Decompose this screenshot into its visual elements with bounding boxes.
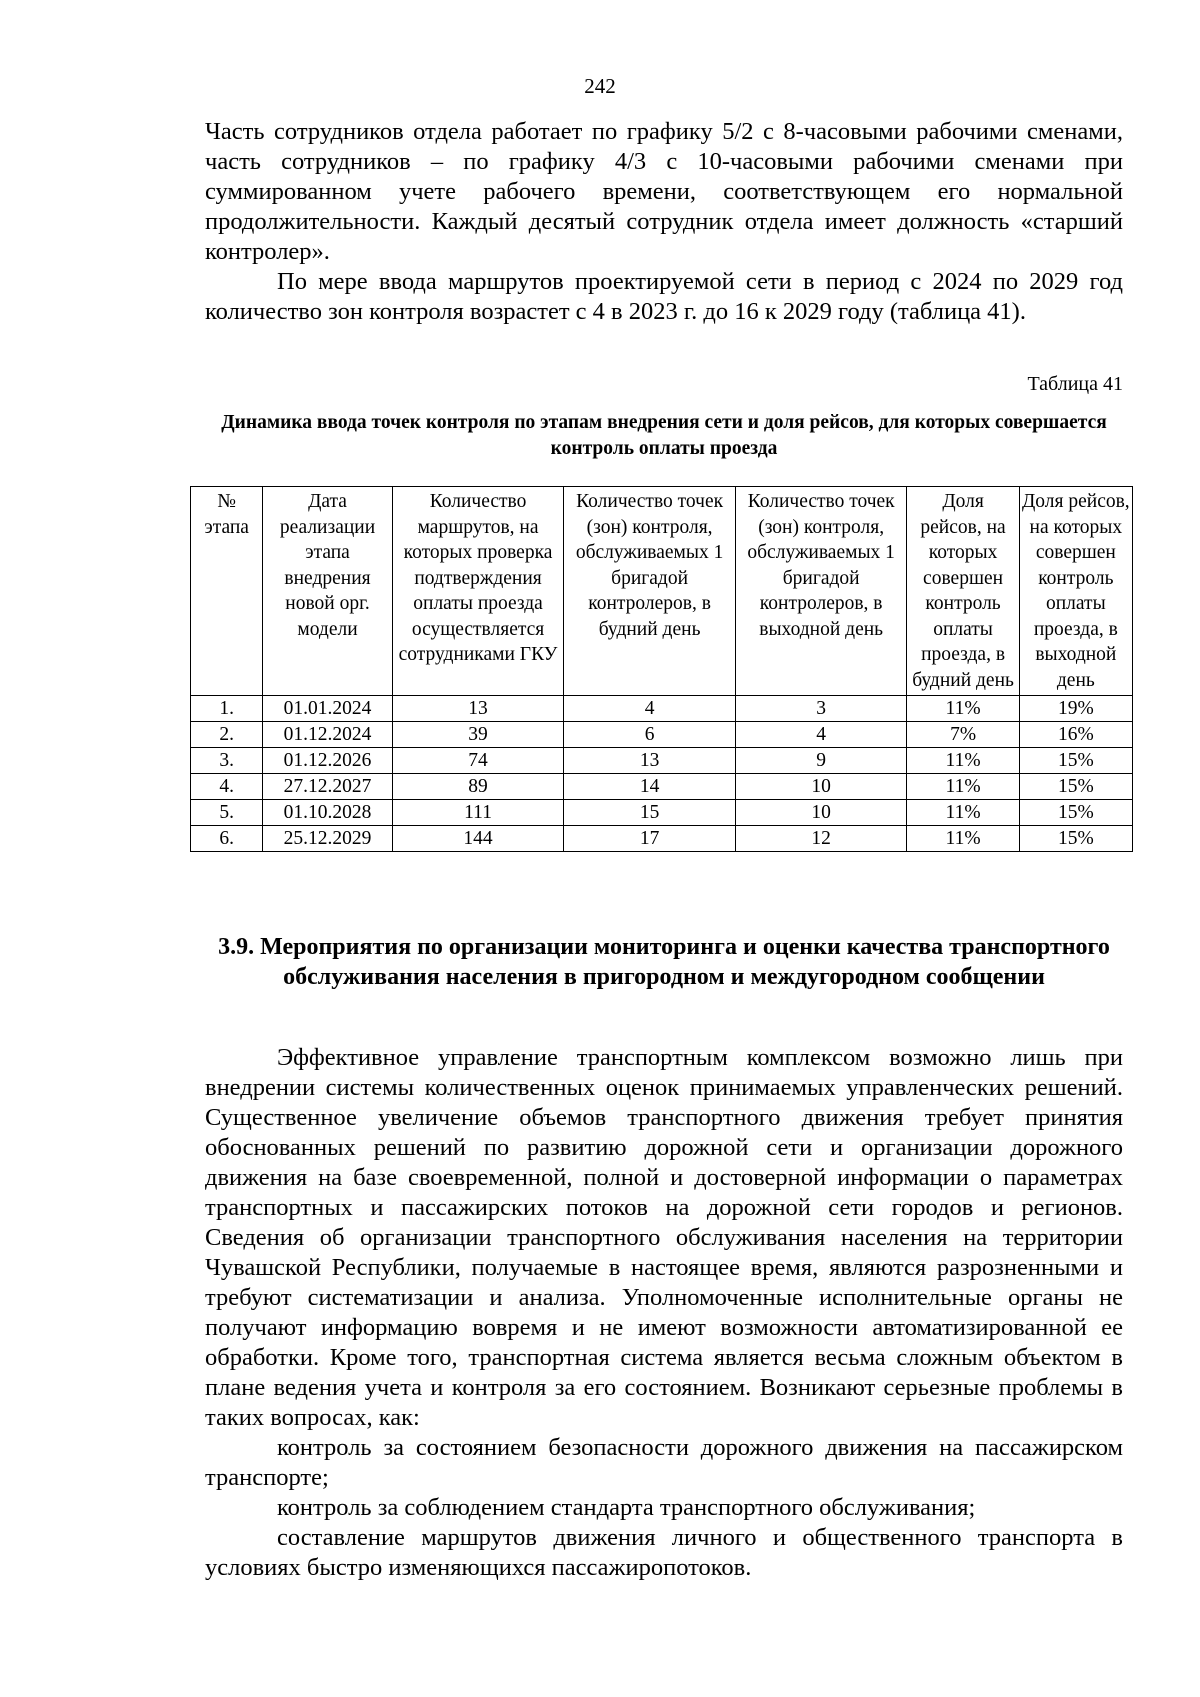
cell-stage: 6. xyxy=(191,826,263,852)
cell-share-weekend: 15% xyxy=(1019,748,1132,774)
header-share-weekday: Доля рейсов, на которых совершен контроль оплаты проезда, в будний день xyxy=(907,487,1019,696)
cell-share-weekend: 15% xyxy=(1019,800,1132,826)
cell-points-weekday: 4 xyxy=(564,696,736,722)
cell-points-weekend: 10 xyxy=(735,800,907,826)
cell-date: 01.10.2028 xyxy=(263,800,392,826)
cell-points-weekend: 3 xyxy=(735,696,907,722)
cell-share-weekend: 16% xyxy=(1019,722,1132,748)
cell-share-weekday: 11% xyxy=(907,800,1019,826)
cell-stage: 2. xyxy=(191,722,263,748)
cell-points-weekday: 14 xyxy=(564,774,736,800)
stages-table xyxy=(190,486,1133,852)
cell-points-weekend: 12 xyxy=(735,826,907,852)
cell-share-weekday: 11% xyxy=(907,696,1019,722)
cell-stage: 3. xyxy=(191,748,263,774)
cell-share-weekend: 15% xyxy=(1019,826,1132,852)
cell-date: 27.12.2027 xyxy=(263,774,392,800)
header-date: Дата реализации этапа внедрения новой орг. модели xyxy=(263,487,392,696)
cell-stage: 5. xyxy=(191,800,263,826)
cell-share-weekend: 15% xyxy=(1019,774,1132,800)
table-row xyxy=(191,696,1133,722)
table-title: Динамика ввода точек контроля по этапам внедрения сети и доля рейсов, для которых совершается контроль оплаты проезда xyxy=(221,412,1107,459)
cell-routes: 39 xyxy=(392,722,564,748)
header-stage-number: № этапа xyxy=(191,487,263,696)
cell-share-weekday: 11% xyxy=(907,774,1019,800)
cell-stage: 1. xyxy=(191,696,263,722)
intro-paragraph-1: Часть сотрудников отдела работает по графику 5/2 с 8-часовыми рабочими сменами, часть сотрудников – по графику 4/3 с 10-часовыми рабочими сменами при суммированном учете рабочего времени, соответствующем его нормальной продолжительности. Каждый десятый сотрудник отдела имеет должность «старший контролер». xyxy=(205,118,1123,265)
page-number: 242 xyxy=(584,74,616,98)
cell-share-weekend: 19% xyxy=(1019,696,1132,722)
cell-stage: 4. xyxy=(191,774,263,800)
cell-points-weekday: 15 xyxy=(564,800,736,826)
cell-date: 25.12.2029 xyxy=(263,826,392,852)
header-routes-count: Количество маршрутов, на которых проверка подтверждения оплаты проезда осуществляется сотрудниками ГКУ xyxy=(392,487,564,696)
section-heading: 3.9. Мероприятия по организации мониторинга и оценки качества транспортного обслуживания населения в пригородном и междугородном сообщении xyxy=(218,934,1110,990)
cell-points-weekday: 17 xyxy=(564,826,736,852)
table-label: Таблица 41 xyxy=(1027,373,1123,395)
section-paragraph: Эффективное управление транспортным комплексом возможно лишь при внедрении системы количественных оценок принимаемых управленческих решений. Существенное увеличение объемов транспортного движения требует принятия обоснованных решений по развитию дорожной сети и организации дорожного движения на базе своевременной, полной и достоверной информации о параметрах транспортных и пассажирских потоков на дорожной сети городов и регионов. Сведения об организации транспортного обслуживания населения на территории Чувашской Республики, получаемые в настоящее время, являются разрозненными и требуют систематизации и анализа. Уполномоченные исполнительные органы не получают информацию вовремя и не имеют возможности автоматизированной ее обработки. Кроме того, транспортная система является весьма сложным объектом в плане ведения учета и контроля за его состоянием. Возникают серьезные проблемы в таких вопросах, как: xyxy=(205,1044,1123,1431)
cell-routes: 13 xyxy=(392,696,564,722)
table-row xyxy=(191,774,1133,800)
intro-text xyxy=(205,117,1123,327)
table-row xyxy=(191,826,1133,852)
list-item: контроль за соблюдением стандарта транспортного обслуживания; xyxy=(277,1494,976,1521)
header-share-weekend: Доля рейсов, на которых совершен контроль оплаты проезда, в выходной день xyxy=(1019,487,1132,696)
table-header-row xyxy=(191,487,1133,696)
section-body xyxy=(205,1043,1123,1583)
cell-points-weekday: 13 xyxy=(564,748,736,774)
cell-routes: 111 xyxy=(392,800,564,826)
cell-routes: 74 xyxy=(392,748,564,774)
cell-share-weekday: 11% xyxy=(907,748,1019,774)
cell-points-weekday: 6 xyxy=(564,722,736,748)
header-points-weekend: Количество точек (зон) контроля, обслуживаемых 1 бригадой контролеров, в выходной день xyxy=(735,487,907,696)
table-row xyxy=(191,748,1133,774)
cell-date: 01.12.2024 xyxy=(263,722,392,748)
cell-points-weekend: 4 xyxy=(735,722,907,748)
cell-share-weekday: 11% xyxy=(907,826,1019,852)
cell-date: 01.01.2024 xyxy=(263,696,392,722)
cell-date: 01.12.2026 xyxy=(263,748,392,774)
list-item: составление маршрутов движения личного и общественного транспорта в условиях быстро изменяющихся пассажиропотоков. xyxy=(205,1524,1123,1581)
cell-points-weekend: 10 xyxy=(735,774,907,800)
cell-routes: 89 xyxy=(392,774,564,800)
cell-share-weekday: 7% xyxy=(907,722,1019,748)
intro-paragraph-2: По мере ввода маршрутов проектируемой сети в период с 2024 по 2029 год количество зон контроля возрастет с 4 в 2023 г. до 16 к 2029 году (таблица 41). xyxy=(205,268,1123,325)
table-row xyxy=(191,800,1133,826)
table-row xyxy=(191,722,1133,748)
list-item: контроль за состоянием безопасности дорожного движения на пассажирском транспорте; xyxy=(205,1434,1123,1491)
cell-points-weekend: 9 xyxy=(735,748,907,774)
header-points-weekday: Количество точек (зон) контроля, обслуживаемых 1 бригадой контролеров, в будний день xyxy=(564,487,736,696)
cell-routes: 144 xyxy=(392,826,564,852)
